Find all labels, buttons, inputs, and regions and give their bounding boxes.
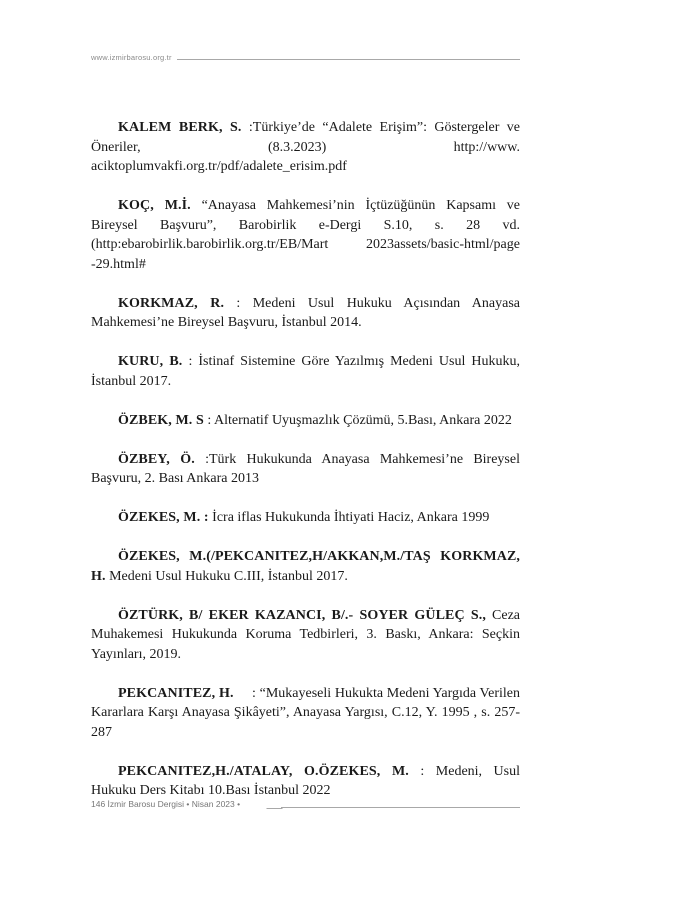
reference-entry: [91, 606, 520, 665]
reference-text: İcra iflas Hukukunda İhtiyati Haciz, Ankara 1999: [208, 510, 490, 525]
reference-author: ÖZEKES, M.(/PEKCANITEZ,H/AKKAN,M./TAŞ KORKMAZ, H.: [91, 549, 520, 584]
reference-text: “Anayasa Mahkemesi’nin İçtüzüğünün Kapsamı ve Bireysel Başvuru”, Barobirlik e-Dergi S.10, s. 28 vd.(http:ebarobirlik.barobirlik.org.tr/EB/Mart 2023assets/basic-html/page -29.html#: [91, 198, 521, 272]
footer-notch: [259, 801, 283, 809]
reference-author: KOÇ, M.İ.: [118, 198, 191, 213]
reference-entry: [91, 411, 520, 431]
reference-entry: [91, 762, 520, 801]
reference-author: ÖZBEY, Ö.: [118, 451, 195, 467]
footer-rule: [281, 807, 520, 808]
reference-entry: [91, 547, 520, 586]
reference-author: ÖZBEK, M. S: [118, 412, 204, 428]
page-header: [91, 53, 520, 67]
reference-author: KURU, B.: [118, 354, 183, 369]
bibliography: [91, 118, 524, 820]
reference-entry: [91, 450, 520, 489]
reference-entry: [91, 352, 520, 391]
reference-text: : Alternatif Uyuşmazlık Çözümü, 5.Bası, Ankara 2022: [203, 412, 512, 428]
reference-text: : İstinaf Sistemine Göre Yazılmış Medeni Usul Hukuku, İstanbul 2017.: [91, 354, 521, 389]
reference-text: : Medeni, Usul Hukuku Ders Kitabı 10.Bası İstanbul 2022: [91, 763, 521, 798]
reference-entry: [91, 684, 524, 743]
reference-author: KALEM BERK, S.: [118, 120, 242, 135]
reference-entry: [91, 294, 520, 333]
reference-entry: [91, 118, 520, 177]
header-rule: [177, 59, 520, 60]
header-url: www.izmirbarosu.org.tr: [91, 53, 172, 62]
reference-text: :Türk Hukukunda Anayasa Mahkemesi’ne Bireysel Başvuru, 2. Bası Ankara 2013: [91, 451, 520, 486]
reference-author: ÖZEKES, M. :: [118, 510, 209, 525]
reference-text: : Medeni Usul Hukuku Açısından Anayasa Mahkemesi’ne Bireysel Başvuru, İstanbul 2014.: [91, 295, 520, 330]
reference-author: ÖZTÜRK, B/ EKER KAZANCI, B/.- SOYER GÜLEÇ S.,: [118, 607, 486, 623]
footer-text: 146 İzmir Barosu Dergisi • Nisan 2023 •: [91, 799, 244, 809]
reference-author: KORKMAZ, R.: [118, 295, 225, 311]
reference-text: :Türkiye’de “Adalete Erişim”: Göstergeler ve Öneriler, (8.3.2023) http://www. aciktoplumvakfi.org.tr/pdf/adalete_erisim.pdf: [91, 120, 520, 174]
reference-author: PEKCANITEZ,H./ATALAY, O.ÖZEKES, M.: [118, 763, 409, 779]
reference-text: : “Mukayeseli Hukukta Medeni Yargıda Verilen Kararlara Karşı Anayasa Şikâyeti”, Anayasa Yargısı, C.12, Y. 1995 , s. 257-287: [91, 685, 524, 740]
page-footer: [91, 799, 520, 813]
reference-text: Medeni Usul Hukuku C.III, İstanbul 2017.: [105, 568, 348, 584]
reference-author: PEKCANITEZ, H.: [118, 685, 234, 701]
reference-text: Ceza Muhakemesi Hukukunda Koruma Tedbirleri, 3. Baskı, Ankara: Seçkin Yayınları, 2019.: [91, 607, 520, 662]
reference-entry: [91, 196, 520, 274]
reference-entry: [91, 508, 520, 528]
